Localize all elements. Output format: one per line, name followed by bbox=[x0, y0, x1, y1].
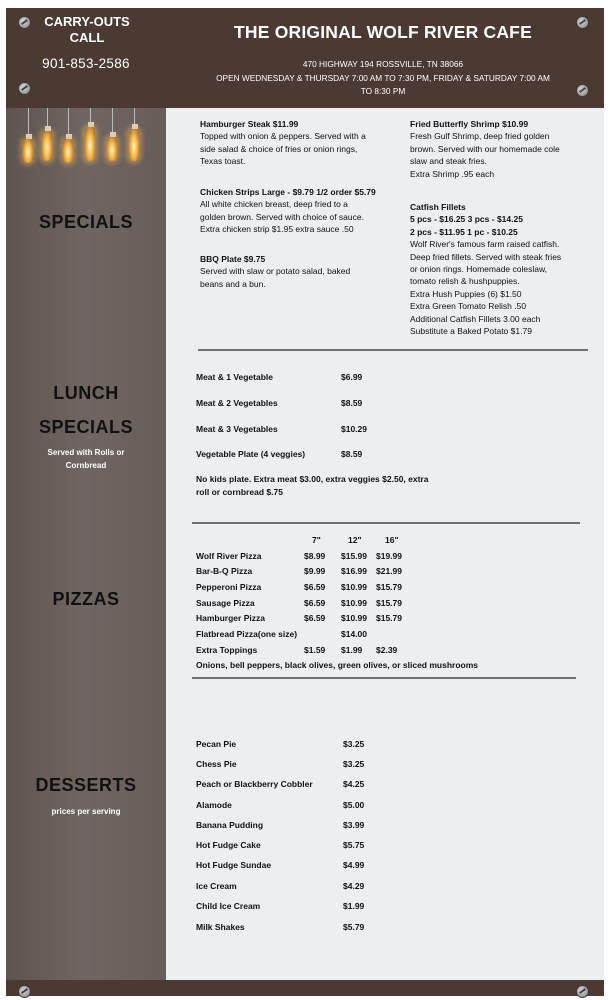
item-name: Chess Pie bbox=[196, 759, 237, 769]
note-line: roll or cornbread $.75 bbox=[196, 487, 283, 497]
pizza-name: Sausage Pizza bbox=[196, 598, 255, 608]
item-price: $6.99 bbox=[341, 372, 363, 382]
item-price: $5.79 bbox=[343, 922, 365, 932]
item-price: $3.99 bbox=[343, 820, 365, 830]
carry-out-label bbox=[22, 14, 152, 46]
dish-catfish-fillets bbox=[410, 201, 600, 337]
pizza-name: Hamburger Pizza bbox=[196, 613, 265, 623]
screw-icon bbox=[18, 82, 31, 95]
dish-desc-line: brown. Served with our homemade cole bbox=[410, 143, 560, 154]
list-item bbox=[196, 881, 576, 893]
dish-desc-line: Topped with onion & peppers. Served with a bbox=[200, 131, 366, 142]
dish-desc-line: All white chicken breast, deep fried to a bbox=[200, 199, 348, 210]
price-16: $19.99 bbox=[376, 551, 402, 561]
dish-desc-line: Extra Green Tomato Relish .50 bbox=[410, 301, 527, 312]
list-item bbox=[196, 800, 576, 812]
table-row bbox=[196, 598, 576, 610]
section-title-specials: SPECIALS bbox=[38, 212, 134, 232]
dish-chicken-strips bbox=[200, 186, 410, 236]
phone-number[interactable]: 901-853-2586 bbox=[42, 56, 130, 71]
list-item bbox=[196, 759, 576, 771]
price-16: $2.39 bbox=[376, 645, 398, 655]
item-price: $5.00 bbox=[343, 800, 365, 810]
dish-desc-line: or onion rings. Homemade coleslaw, bbox=[410, 264, 548, 275]
item-name: Meat & 3 Vegetables bbox=[196, 424, 278, 434]
pizza-name: Pepperoni Pizza bbox=[196, 582, 262, 592]
item-name: Hot Fudge Sundae bbox=[196, 860, 272, 870]
hours-line-1: OPEN WEDNESDAY & THURSDAY 7:00 AM TO 7:30 PM, FRIDAY & SATURDAY 7:00 AM bbox=[216, 73, 550, 83]
list-item bbox=[196, 922, 576, 934]
list-item bbox=[196, 840, 576, 852]
price-16: $15.79 bbox=[376, 582, 402, 592]
lunch-subtitle-1: Served with Rolls or bbox=[47, 448, 125, 457]
table-row bbox=[196, 566, 576, 578]
size-header: 7" bbox=[312, 535, 321, 545]
price-7: $8.99 bbox=[304, 551, 326, 561]
price-12: $1.99 bbox=[341, 645, 363, 655]
dish-bbq-plate bbox=[200, 253, 410, 290]
dish-desc-line: Extra Shrimp .95 each bbox=[410, 168, 495, 179]
dish-desc-line: Deep fried fillets. Served with steak fries bbox=[410, 251, 562, 262]
screw-icon bbox=[576, 16, 589, 29]
price-7: $9.99 bbox=[304, 566, 326, 576]
dish-title: Catfish Fillets bbox=[410, 202, 466, 212]
dish-desc-line: Additional Catfish Fillets 3.00 each bbox=[410, 313, 541, 324]
section-title-lunch-1: LUNCH bbox=[53, 383, 119, 403]
item-price: $3.25 bbox=[343, 759, 365, 769]
price-7: $6.59 bbox=[304, 613, 326, 623]
price-one-size: $14.00 bbox=[341, 629, 367, 639]
item-name: Hot Fudge Cake bbox=[196, 840, 261, 850]
section-title-pizzas: PIZZAS bbox=[52, 589, 120, 609]
price-7: $6.59 bbox=[304, 598, 326, 608]
dish-desc-line: Served with slaw or potato salad, baked bbox=[200, 266, 351, 277]
desserts-subtitle: prices per serving bbox=[51, 807, 121, 816]
table-row bbox=[196, 629, 576, 641]
header bbox=[6, 8, 604, 108]
left-panel bbox=[6, 108, 166, 980]
toppings-text: Onions, bell peppers, black olives, green olives, or sliced mushrooms bbox=[196, 660, 479, 670]
dish-desc-line: golden brown. Served with choice of sauce. bbox=[200, 211, 364, 222]
dish-hamburger-steak bbox=[200, 118, 410, 168]
footer-bar bbox=[6, 980, 604, 996]
price-7: $1.59 bbox=[304, 645, 326, 655]
screw-icon bbox=[18, 16, 31, 29]
price-16: $15.79 bbox=[376, 613, 402, 623]
table-header bbox=[196, 535, 576, 547]
list-item bbox=[196, 820, 576, 832]
price-16: $15.79 bbox=[376, 598, 402, 608]
hours bbox=[178, 72, 588, 98]
divider bbox=[192, 522, 580, 524]
table-row bbox=[196, 582, 576, 594]
item-name: Banana Pudding bbox=[196, 820, 264, 830]
carry-line-2: CALL bbox=[69, 30, 105, 45]
list-item bbox=[196, 739, 576, 751]
dish-desc-line: Wolf River's famous farm raised catfish. bbox=[410, 239, 560, 250]
dish-desc-line: side salad & choice of fries or onion rings, bbox=[200, 143, 358, 154]
dish-desc-line: Extra chicken strip $1.95 extra sauce .50 bbox=[200, 224, 354, 235]
carry-line-1: CARRY-OUTS bbox=[44, 14, 130, 29]
dish-title: Hamburger Steak $11.99 bbox=[200, 119, 299, 129]
size-header: 16" bbox=[385, 535, 399, 545]
screw-icon bbox=[576, 985, 589, 998]
lunch-subtitle-2: Cornbread bbox=[65, 461, 107, 470]
note-line: No kids plate. Extra meat $3.00, extra veggies $2.50, extra bbox=[196, 474, 429, 484]
pizza-name: Flatbread Pizza(one size) bbox=[196, 629, 298, 639]
dish-title: BBQ Plate $9.75 bbox=[200, 254, 266, 264]
item-price: $4.29 bbox=[343, 881, 365, 891]
dish-desc-line: tomato relish & hushpuppies. bbox=[410, 276, 520, 287]
item-price: $8.59 bbox=[341, 398, 363, 408]
dish-fried-shrimp bbox=[410, 118, 600, 180]
divider bbox=[192, 677, 576, 679]
divider bbox=[198, 349, 588, 351]
screw-icon bbox=[576, 84, 589, 97]
list-item bbox=[196, 424, 576, 436]
table-row bbox=[196, 613, 576, 625]
list-item bbox=[196, 860, 576, 872]
list-item bbox=[196, 398, 576, 410]
section-title-desserts: DESSERTS bbox=[35, 775, 137, 795]
item-name: Milk Shakes bbox=[196, 922, 245, 932]
toppings-list bbox=[196, 660, 576, 672]
lunch-note bbox=[196, 473, 496, 499]
item-name: Ice Cream bbox=[196, 881, 237, 891]
screw-icon bbox=[18, 985, 31, 998]
item-price: $10.29 bbox=[341, 424, 367, 434]
item-name: Alamode bbox=[196, 800, 232, 810]
pizza-name: Wolf River Pizza bbox=[196, 551, 262, 561]
price-12: $10.99 bbox=[341, 582, 367, 592]
dish-desc-line: Texas toast. bbox=[200, 156, 246, 167]
price-12: $10.99 bbox=[341, 613, 367, 623]
item-name: Child Ice Cream bbox=[196, 901, 261, 911]
list-item bbox=[196, 901, 576, 913]
item-name: Peach or Blackberry Cobbler bbox=[196, 779, 313, 789]
dish-desc-line: Substitute a Baked Potato $1.79 bbox=[410, 326, 532, 337]
dish-price-line: 5 pcs - $16.25 3 pcs - $14.25 bbox=[410, 214, 523, 225]
dish-title: Chicken Strips Large - $9.79 1/2 order $5.79 bbox=[200, 187, 376, 197]
table-row bbox=[196, 645, 576, 657]
item-name: Vegetable Plate (4 veggies) bbox=[196, 449, 306, 459]
item-price: $4.99 bbox=[343, 860, 365, 870]
list-item bbox=[196, 449, 576, 461]
table-row bbox=[196, 551, 576, 563]
price-7: $6.59 bbox=[304, 582, 326, 592]
pizza-name: Bar-B-Q Pizza bbox=[196, 566, 253, 576]
dish-price-line: 2 pcs - $11.95 1 pc - $10.25 bbox=[410, 226, 518, 237]
item-price: $4.25 bbox=[343, 779, 365, 789]
size-header: 12" bbox=[348, 535, 362, 545]
dish-desc-line: Extra Hush Puppies (6) $1.50 bbox=[410, 288, 522, 299]
item-name: Pecan Pie bbox=[196, 739, 237, 749]
dish-desc-line: slaw and steak fries. bbox=[410, 156, 488, 167]
item-price: $5.75 bbox=[343, 840, 365, 850]
section-title-lunch-2: SPECIALS bbox=[38, 417, 134, 437]
item-price: $8.59 bbox=[341, 449, 363, 459]
restaurant-title: THE ORIGINAL WOLF RIVER CAFE bbox=[234, 22, 532, 42]
item-name: Meat & 1 Vegetable bbox=[196, 372, 274, 382]
item-price: $3.25 bbox=[343, 739, 365, 749]
toppings-name: Extra Toppings bbox=[196, 645, 258, 655]
address: 470 HIGHWAY 194 ROSSVILLE, TN 38066 bbox=[302, 59, 464, 69]
price-12: $16.99 bbox=[341, 566, 367, 576]
price-12: $10.99 bbox=[341, 598, 367, 608]
hours-line-2: TO 8:30 PM bbox=[360, 86, 406, 96]
dish-title: Fried Butterfly Shrimp $10.99 bbox=[410, 119, 529, 129]
price-16: $21.99 bbox=[376, 566, 402, 576]
list-item bbox=[196, 779, 576, 791]
price-12: $15.99 bbox=[341, 551, 367, 561]
dish-desc-line: Fresh Gulf Shrimp, deep fried golden bbox=[410, 131, 550, 142]
item-name: Meat & 2 Vegetables bbox=[196, 398, 278, 408]
dish-desc-line: beans and a bun. bbox=[200, 278, 266, 289]
item-price: $1.99 bbox=[343, 901, 365, 911]
list-item bbox=[196, 372, 576, 384]
